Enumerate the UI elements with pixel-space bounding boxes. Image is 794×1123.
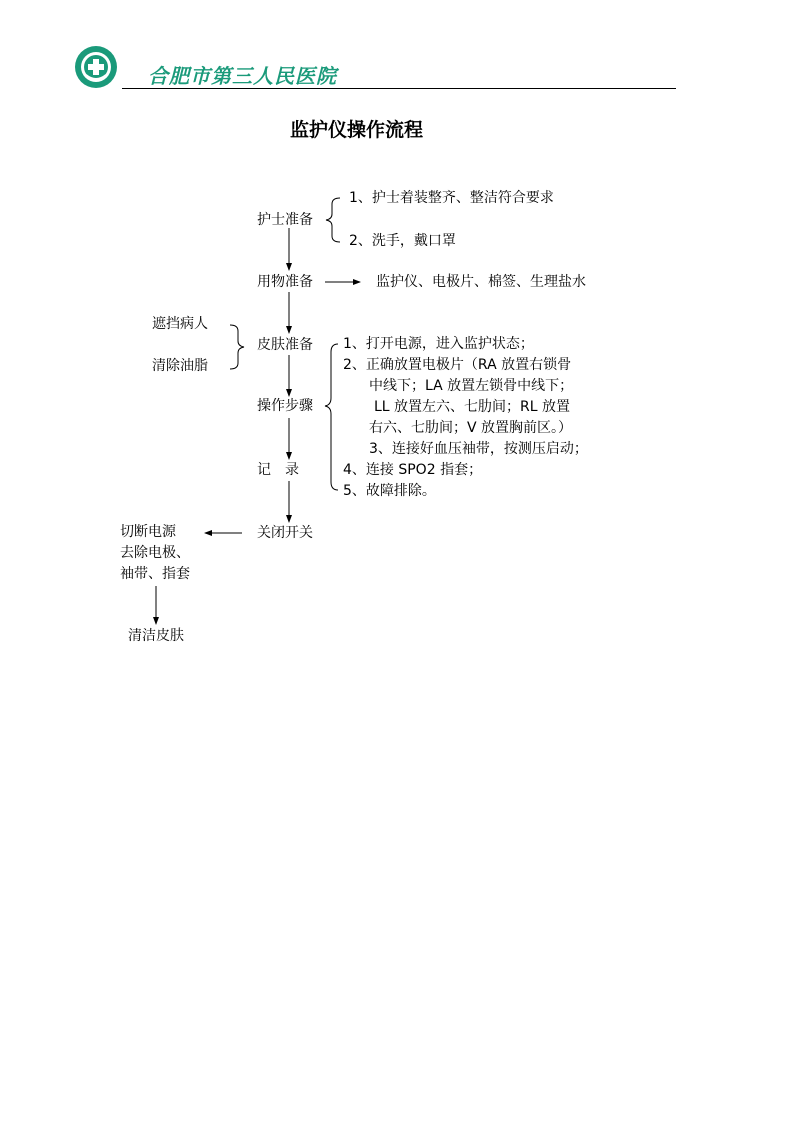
step-line-2: 2、正确放置电极片（RA 放置右锁骨	[343, 357, 572, 373]
node-operation-steps: 操作步骤	[257, 398, 313, 414]
nurse-prep-item-1: 1、护士着装整齐、整洁符合要求	[349, 190, 554, 206]
step-line-4: LL 放置左六、七肋间；RL 放置	[374, 399, 571, 415]
hospital-name: 合肥市第三人民医院	[148, 64, 337, 88]
node-power-off: 关闭开关	[257, 525, 313, 541]
disconnect-line-3: 袖带、指套	[120, 566, 190, 582]
step-line-3: 中线下；LA 放置左锁骨中线下；	[369, 378, 574, 394]
step-line-1: 1、打开电源，进入监护状态；	[343, 336, 534, 352]
node-clean-skin: 清洁皮肤	[128, 628, 184, 644]
step-line-6: 3、连接好血压袖带，按测压启动；	[369, 441, 588, 457]
supplies-list: 监护仪、电极片、棉签、生理盐水	[376, 274, 586, 290]
disconnect-line-2: 去除电极、	[120, 545, 190, 561]
node-nurse-prep: 护士准备	[257, 212, 313, 228]
step-line-7: 4、连接 SPO2 指套；	[343, 462, 483, 478]
node-skin-prep: 皮肤准备	[257, 337, 313, 353]
step-line-8: 5、故障排除。	[343, 483, 436, 499]
step-line-5: 右六、七肋间；V 放置胸前区。）	[369, 420, 573, 436]
skin-prep-item-2: 清除油脂	[152, 358, 208, 374]
skin-prep-item-1: 遮挡病人	[152, 316, 208, 332]
nurse-prep-item-2: 2、洗手，戴口罩	[349, 233, 456, 249]
node-supplies-prep: 用物准备	[257, 274, 313, 290]
page-title: 监护仪操作流程	[290, 119, 424, 141]
node-record: 记 录	[257, 462, 299, 478]
disconnect-line-1: 切断电源	[120, 524, 176, 540]
